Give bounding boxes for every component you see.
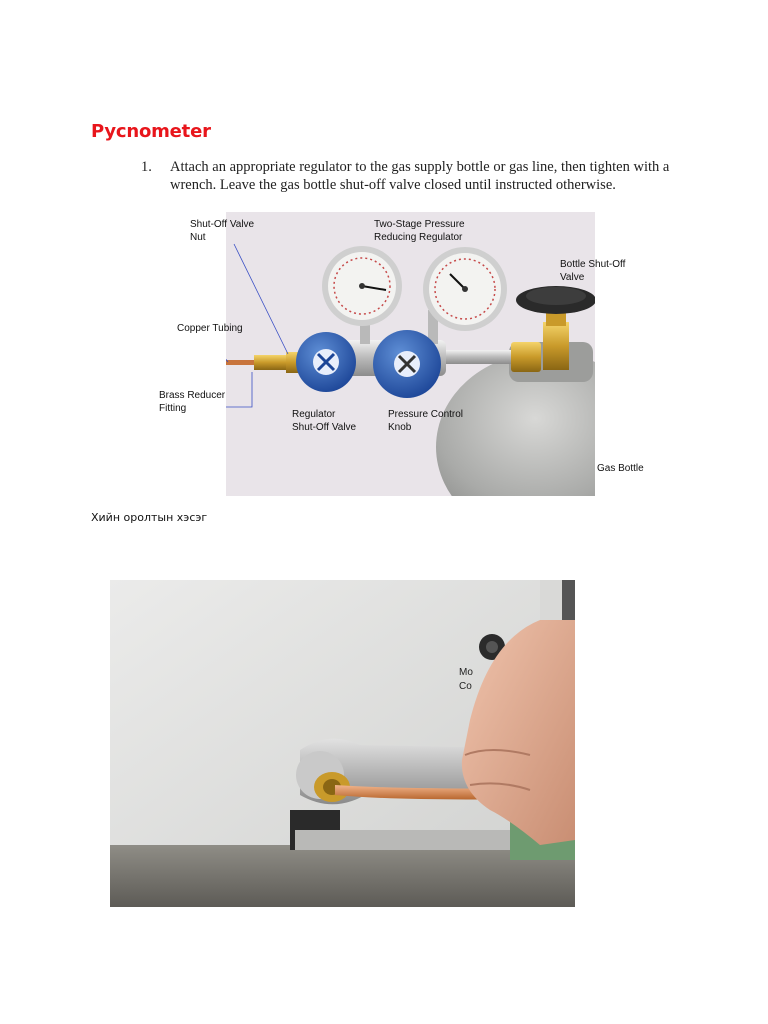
step-text: Attach an appropriate regulator to the gas supply bottle or gas line, then tighten with a wrench. Leave the gas bottle shut-off valve closed until instructed otherwise. xyxy=(170,159,670,193)
label-shutoff-valve-nut: Shut-Off Valve Nut xyxy=(190,219,255,243)
label-bottle-shutoff-valve: Bottle Shut-Off Valve xyxy=(560,259,626,283)
step-number: 1. xyxy=(141,159,152,175)
label-two-stage-regulator: Two-Stage Pressure Reducing Regulator xyxy=(374,219,465,243)
label-copper-tubing: Copper Tubing xyxy=(177,323,243,334)
regulator-diagram xyxy=(159,212,644,496)
wrench-photo xyxy=(110,580,575,907)
label-gas-bottle: Gas Bottle xyxy=(597,463,644,474)
panel-text: Mo Co xyxy=(459,667,473,692)
leader-lines xyxy=(226,212,595,496)
page-heading: Pycnometer xyxy=(91,121,211,142)
label-brass-reducer: Brass Reducer Fitting xyxy=(159,390,226,414)
section-label: Хийн оролтын хэсэг xyxy=(91,511,208,524)
label-pressure-control-knob: Pressure Control Knob xyxy=(388,409,464,433)
label-regulator-shutoff: Regulator Shut-Off Valve xyxy=(292,409,357,433)
photo-illustration xyxy=(110,580,575,907)
